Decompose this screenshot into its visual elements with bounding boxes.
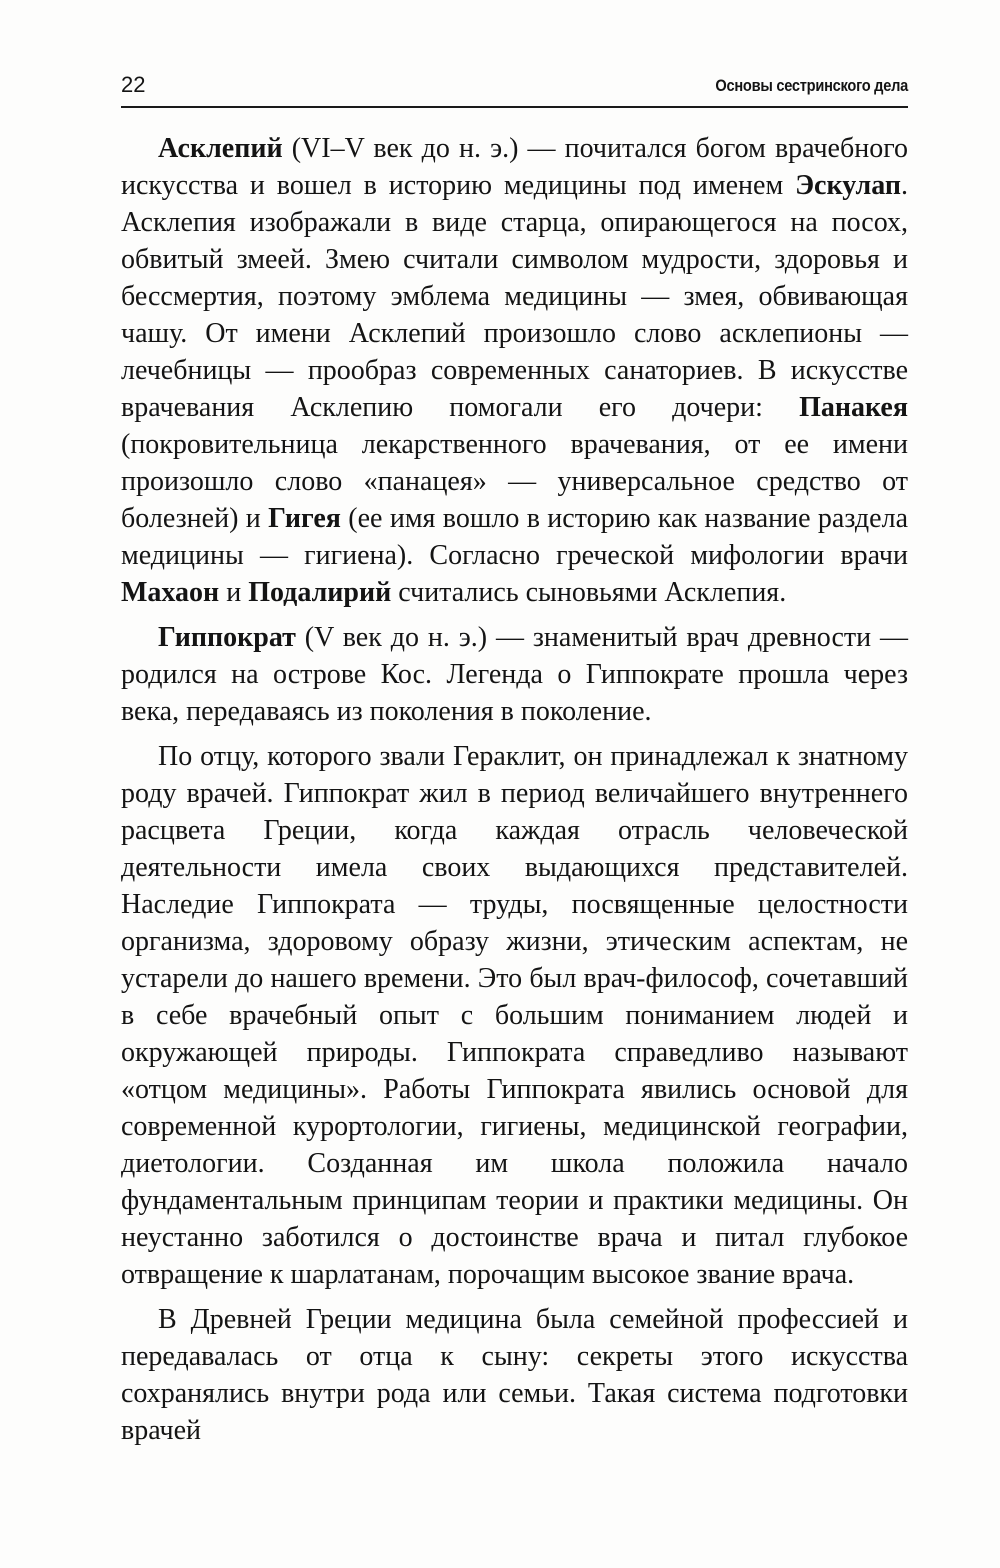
text-segment: В Древней Греции медицина была семейной профессией и передавалась от отца к сыну: секреты этого искусства сохранялись внутри рода или семьи. Такая система подготовки врачей <box>121 1304 908 1446</box>
term-hygieia: Гигея <box>268 503 341 534</box>
term-aesculapius: Эскулап <box>795 170 901 201</box>
term-machaon: Махаон <box>121 577 220 608</box>
running-title: Основы сестринского дела <box>715 76 908 95</box>
term-hippocrates: Гиппократ <box>158 622 296 653</box>
text-segment: считались сыновьями Асклепия. <box>391 577 787 608</box>
term-podalirius: Подалирий <box>248 577 392 608</box>
text-segment: и <box>219 577 249 608</box>
text-segment: . Асклепия изображали в виде старца, опирающегося на посох, обвитый змеей. Змею считали символом мудрости, здоровья и бессмертия, поэтому эмблема медицины — змея, обвивающая чашу. От имени Асклепий произошло слово асклепионы — лечебницы — прообраз современных санаториев. В искусстве врачевания Асклепию помогали его дочери: <box>121 170 908 423</box>
text-segment: (V век до н. э.) — знаменитый врач древности — родился на острове Кос. Легенда о Гиппократе прошла через века, передаваясь из поколения в поколение. <box>121 622 908 727</box>
text-segment: (VI–V век до н. э.) — почитался богом врачебного искусства и вошел в историю медицины под именем <box>121 133 908 201</box>
paragraph-asclepius <box>121 130 908 611</box>
paragraph-hippocrates-legacy <box>121 738 908 1293</box>
text-segment: (покровительница лекарственного врачевания, от ее имени произошло слово «панацея» — универсальное средство от болезней) и <box>121 429 908 534</box>
text-segment: (ее имя вошло в историю как название раздела медицины — гигиена). Согласно греческой мифологии врачи <box>121 503 908 571</box>
page-number: 22 <box>121 72 146 97</box>
term-asclepius: Асклепий <box>158 133 283 164</box>
term-panacea: Панакея <box>799 392 908 423</box>
paragraph-ancient-greece <box>121 1301 908 1449</box>
body-text <box>121 130 908 1457</box>
paragraph-hippocrates <box>121 619 908 730</box>
text-segment: По отцу, которого звали Гераклит, он принадлежал к знатному роду врачей. Гиппократ жил в период величайшего внутреннего расцвета Греции, когда каждая отрасль человеческой деятельности имела своих выдающихся представителей. Наследие Гиппократа — труды, посвященные целостности организма, здоровому образу жизни, этическим аспектам, не устарели до нашего времени. Это был врач-философ, сочетавший в себе врачебный опыт с большим пониманием людей и окружающей природы. Гиппократа справедливо называют «отцом медицины». Работы Гиппократа явились основой для современной курортологии, гигиены, медицинской географии, диетологии. Созданная им школа положила начало фундаментальным принципам теории и практики медицины. Он неустанно заботился о достоинстве врача и питал глубокое отвращение к шарлатанам, порочащим высокое звание врача. <box>121 741 908 1290</box>
page-header <box>121 70 908 108</box>
